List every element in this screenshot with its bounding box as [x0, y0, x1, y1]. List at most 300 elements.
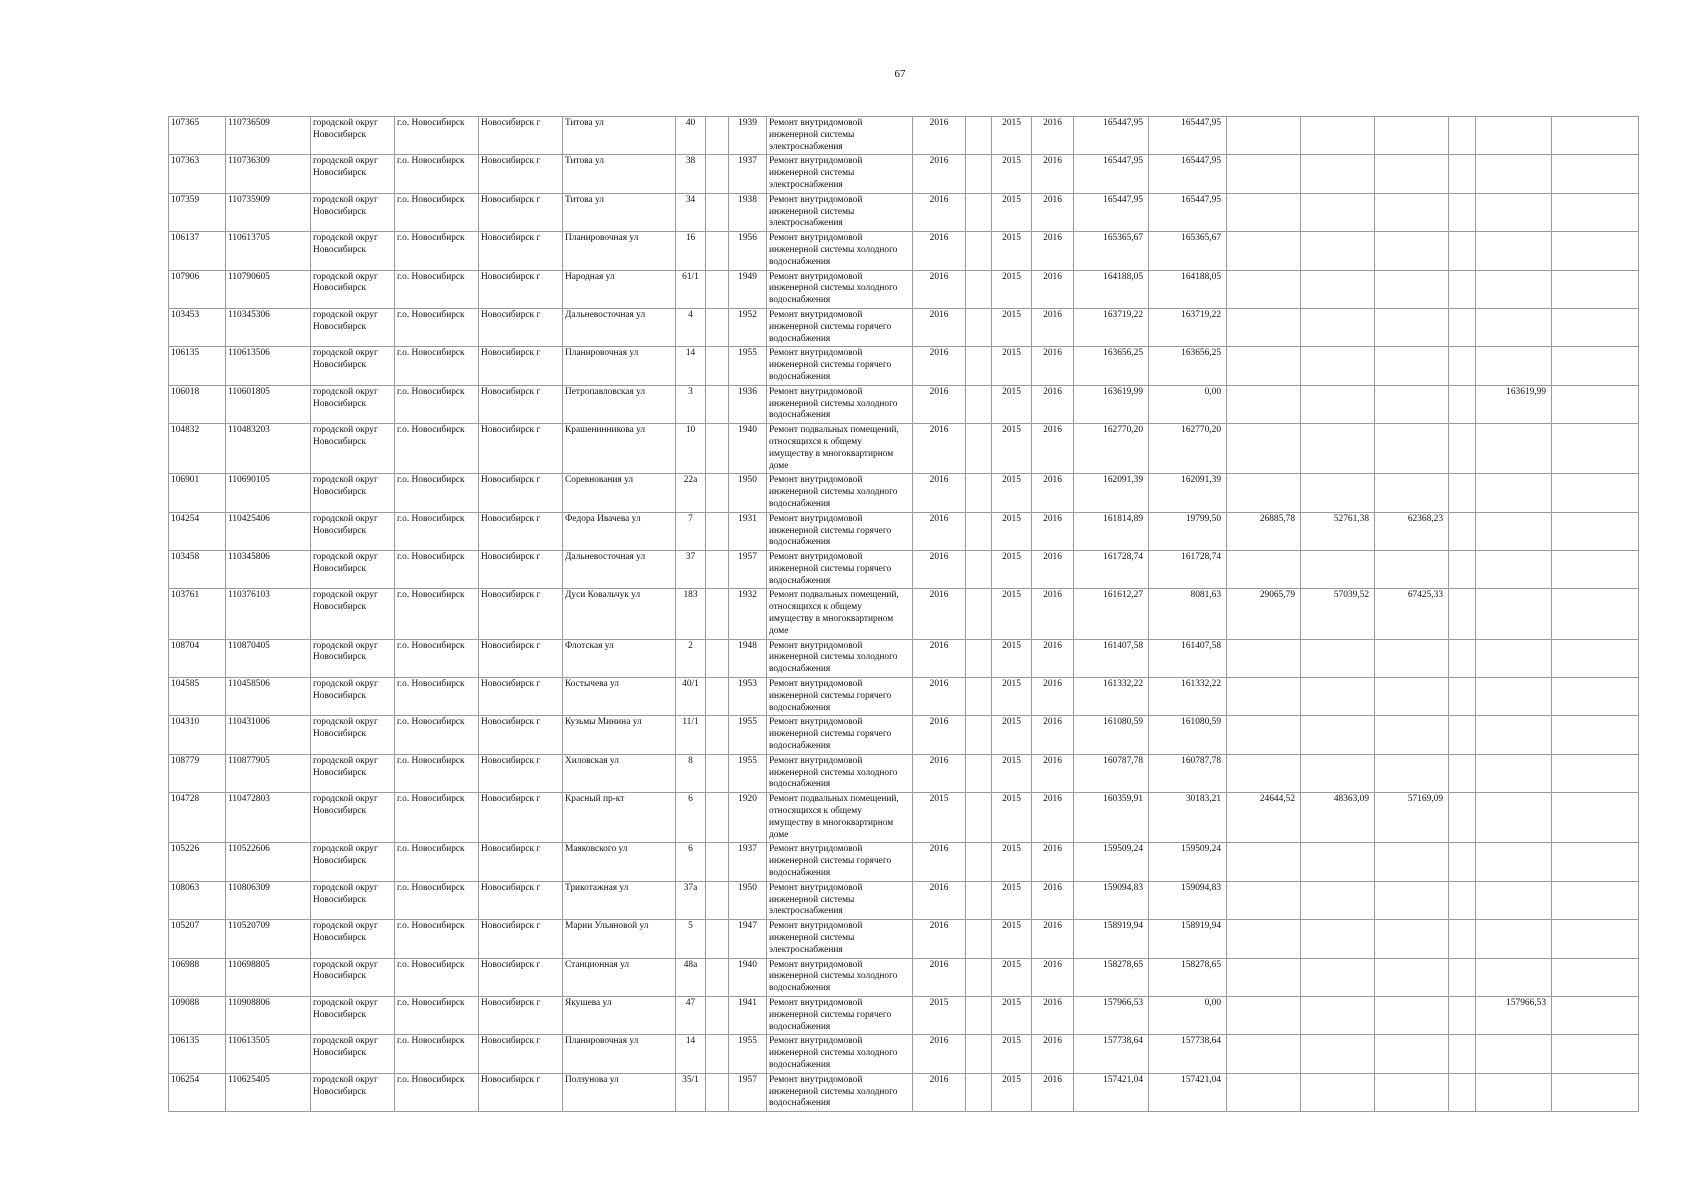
cell-cost-budget-1: 26885,78 — [1227, 512, 1301, 550]
cell-end-year: 2016 — [1032, 589, 1074, 639]
cell-cost-budget-2 — [1301, 385, 1375, 423]
cell-end-year: 2016 — [1032, 347, 1074, 385]
table-row — [169, 551, 1639, 589]
cell-work-type: Ремонт внутридомовой инженерной системы электроснабжения — [767, 155, 913, 193]
cell-year-built: 1950 — [729, 881, 767, 919]
cell-cost-fund: 30183,21 — [1149, 793, 1227, 843]
cell-cost-owners — [1476, 308, 1552, 346]
cell-cost-fund: 163719,22 — [1149, 308, 1227, 346]
cell-total-cost: 161332,22 — [1074, 678, 1149, 716]
cell-plan-year: 2016 — [913, 308, 966, 346]
cell-cost-budget-3 — [1375, 958, 1449, 996]
cell-cost-budget-2 — [1301, 639, 1375, 677]
cell-plan-year: 2016 — [913, 639, 966, 677]
cell-year-built: 1947 — [729, 920, 767, 958]
cell-col-22 — [1552, 793, 1639, 843]
cell-settlement: Новосибирск г — [479, 881, 563, 919]
cell-building — [706, 678, 729, 716]
cell-house-id: 110376103 — [226, 589, 311, 639]
cell-year-built: 1920 — [729, 793, 767, 843]
cell-total-cost: 160787,78 — [1074, 754, 1149, 792]
cell-municipal-district: г.о. Новосибирск — [395, 385, 479, 423]
cell-building — [706, 117, 729, 155]
cell-building — [706, 385, 729, 423]
cell-col-12 — [966, 270, 992, 308]
cell-col-12 — [966, 117, 992, 155]
cell-municipality: городской округ Новосибирск — [311, 754, 395, 792]
cell-municipal-district: г.о. Новосибирск — [395, 958, 479, 996]
cell-col-22 — [1552, 843, 1639, 881]
cell-house-id: 110877905 — [226, 754, 311, 792]
cell-settlement: Новосибирск г — [479, 1035, 563, 1073]
cell-start-year: 2015 — [992, 155, 1032, 193]
cell-year-built: 1956 — [729, 232, 767, 270]
table-row — [169, 232, 1639, 270]
cell-cost-owners — [1476, 474, 1552, 512]
cell-building — [706, 1073, 729, 1111]
cell-cost-owners — [1476, 117, 1552, 155]
cell-start-year: 2015 — [992, 512, 1032, 550]
cell-building — [706, 270, 729, 308]
cell-plan-year: 2016 — [913, 1035, 966, 1073]
cell-cost-budget-2: 57039,52 — [1301, 589, 1375, 639]
cell-col-20 — [1449, 716, 1476, 754]
cell-house-number: 61/1 — [676, 270, 706, 308]
cell-total-cost: 161080,59 — [1074, 716, 1149, 754]
cell-fias-code: 107359 — [169, 193, 226, 231]
cell-house-number: 14 — [676, 1035, 706, 1073]
cell-start-year: 2015 — [992, 1073, 1032, 1111]
cell-settlement: Новосибирск г — [479, 193, 563, 231]
cell-col-12 — [966, 193, 992, 231]
cell-municipality: городской округ Новосибирск — [311, 639, 395, 677]
cell-settlement: Новосибирск г — [479, 754, 563, 792]
cell-col-20 — [1449, 385, 1476, 423]
cell-start-year: 2015 — [992, 117, 1032, 155]
cell-house-id: 110806309 — [226, 881, 311, 919]
cell-settlement: Новосибирск г — [479, 232, 563, 270]
cell-cost-budget-1 — [1227, 996, 1301, 1034]
cell-cost-owners — [1476, 193, 1552, 231]
cell-fias-code: 103453 — [169, 308, 226, 346]
cell-cost-budget-2 — [1301, 716, 1375, 754]
cell-settlement: Новосибирск г — [479, 308, 563, 346]
cell-municipality: городской округ Новосибирск — [311, 551, 395, 589]
cell-municipality: городской округ Новосибирск — [311, 996, 395, 1034]
cell-col-12 — [966, 385, 992, 423]
cell-cost-budget-1 — [1227, 117, 1301, 155]
cell-fias-code: 107363 — [169, 155, 226, 193]
cell-house-number: 183 — [676, 589, 706, 639]
cell-start-year: 2015 — [992, 881, 1032, 919]
cell-col-20 — [1449, 308, 1476, 346]
cell-plan-year: 2016 — [913, 958, 966, 996]
cell-col-12 — [966, 881, 992, 919]
cell-year-built: 1940 — [729, 424, 767, 474]
cell-plan-year: 2016 — [913, 589, 966, 639]
cell-cost-owners — [1476, 155, 1552, 193]
table-row — [169, 474, 1639, 512]
cell-work-type: Ремонт внутридомовой инженерной системы холодного водоснабжения — [767, 232, 913, 270]
cell-col-20 — [1449, 881, 1476, 919]
cell-settlement: Новосибирск г — [479, 678, 563, 716]
cell-col-12 — [966, 1073, 992, 1111]
cell-settlement: Новосибирск г — [479, 270, 563, 308]
cell-work-type: Ремонт внутридомовой инженерной системы холодного водоснабжения — [767, 639, 913, 677]
cell-municipality: городской округ Новосибирск — [311, 193, 395, 231]
cell-settlement: Новосибирск г — [479, 424, 563, 474]
cell-fias-code: 106135 — [169, 1035, 226, 1073]
cell-cost-budget-3 — [1375, 678, 1449, 716]
cell-cost-owners — [1476, 881, 1552, 919]
cell-municipality: городской округ Новосибирск — [311, 1035, 395, 1073]
cell-end-year: 2016 — [1032, 232, 1074, 270]
cell-municipality: городской округ Новосибирск — [311, 678, 395, 716]
cell-cost-budget-3 — [1375, 754, 1449, 792]
cell-house-id: 110345306 — [226, 308, 311, 346]
cell-settlement: Новосибирск г — [479, 843, 563, 881]
cell-col-12 — [966, 308, 992, 346]
cell-cost-budget-2 — [1301, 551, 1375, 589]
cell-cost-budget-1 — [1227, 716, 1301, 754]
cell-work-type: Ремонт внутридомовой инженерной системы холодного водоснабжения — [767, 385, 913, 423]
table-row — [169, 996, 1639, 1034]
cell-cost-fund: 165447,95 — [1149, 193, 1227, 231]
table-row — [169, 920, 1639, 958]
cell-settlement: Новосибирск г — [479, 639, 563, 677]
cell-municipality: городской округ Новосибирск — [311, 424, 395, 474]
cell-col-22 — [1552, 551, 1639, 589]
cell-house-id: 110483203 — [226, 424, 311, 474]
cell-municipal-district: г.о. Новосибирск — [395, 1073, 479, 1111]
table-row — [169, 793, 1639, 843]
cell-cost-budget-2 — [1301, 881, 1375, 919]
cell-col-22 — [1552, 996, 1639, 1034]
cell-cost-budget-1 — [1227, 754, 1301, 792]
table-row — [169, 193, 1639, 231]
cell-municipality: городской округ Новосибирск — [311, 589, 395, 639]
cell-fias-code: 106137 — [169, 232, 226, 270]
cell-total-cost: 161407,58 — [1074, 639, 1149, 677]
cell-municipality: городской округ Новосибирск — [311, 270, 395, 308]
cell-col-22 — [1552, 920, 1639, 958]
cell-cost-fund: 161728,74 — [1149, 551, 1227, 589]
table-row — [169, 155, 1639, 193]
cell-cost-budget-3 — [1375, 385, 1449, 423]
cell-plan-year: 2016 — [913, 551, 966, 589]
cell-start-year: 2015 — [992, 551, 1032, 589]
cell-house-id: 110613705 — [226, 232, 311, 270]
cell-cost-budget-1: 29065,79 — [1227, 589, 1301, 639]
cell-cost-budget-3 — [1375, 232, 1449, 270]
cell-year-built: 1932 — [729, 589, 767, 639]
cell-cost-budget-2 — [1301, 958, 1375, 996]
cell-col-20 — [1449, 1035, 1476, 1073]
cell-cost-budget-3 — [1375, 347, 1449, 385]
cell-col-22 — [1552, 1073, 1639, 1111]
cell-col-22 — [1552, 881, 1639, 919]
cell-fias-code: 104254 — [169, 512, 226, 550]
cell-cost-budget-3 — [1375, 843, 1449, 881]
cell-col-22 — [1552, 639, 1639, 677]
cell-cost-fund: 158278,65 — [1149, 958, 1227, 996]
cell-plan-year: 2016 — [913, 347, 966, 385]
cell-municipal-district: г.о. Новосибирск — [395, 347, 479, 385]
cell-start-year: 2015 — [992, 920, 1032, 958]
cell-fias-code: 103761 — [169, 589, 226, 639]
cell-house-number: 47 — [676, 996, 706, 1034]
cell-start-year: 2015 — [992, 385, 1032, 423]
cell-cost-budget-1 — [1227, 639, 1301, 677]
cell-total-cost: 163619,99 — [1074, 385, 1149, 423]
cell-col-12 — [966, 512, 992, 550]
cell-building — [706, 996, 729, 1034]
cell-col-22 — [1552, 308, 1639, 346]
cell-settlement: Новосибирск г — [479, 996, 563, 1034]
cell-work-type: Ремонт подвальных помещений, относящихся к общему имуществу в многоквартирном доме — [767, 793, 913, 843]
cell-end-year: 2016 — [1032, 385, 1074, 423]
cell-total-cost: 159094,83 — [1074, 881, 1149, 919]
cell-house-id: 110601805 — [226, 385, 311, 423]
cell-house-number: 14 — [676, 347, 706, 385]
cell-plan-year: 2016 — [913, 193, 966, 231]
cell-municipal-district: г.о. Новосибирск — [395, 678, 479, 716]
cell-cost-budget-3 — [1375, 308, 1449, 346]
cell-cost-owners — [1476, 270, 1552, 308]
cell-end-year: 2016 — [1032, 716, 1074, 754]
cell-street: Соревнования ул — [563, 474, 676, 512]
table-row — [169, 270, 1639, 308]
cell-street: Планировочная ул — [563, 1035, 676, 1073]
table-row — [169, 1073, 1639, 1111]
cell-cost-budget-3 — [1375, 1035, 1449, 1073]
cell-plan-year: 2016 — [913, 474, 966, 512]
cell-start-year: 2015 — [992, 716, 1032, 754]
cell-municipality: городской округ Новосибирск — [311, 155, 395, 193]
cell-settlement: Новосибирск г — [479, 958, 563, 996]
cell-cost-budget-2 — [1301, 1073, 1375, 1111]
cell-cost-fund: 164188,05 — [1149, 270, 1227, 308]
cell-street: Флотская ул — [563, 639, 676, 677]
cell-house-number: 11/1 — [676, 716, 706, 754]
cell-house-number: 35/1 — [676, 1073, 706, 1111]
cell-work-type: Ремонт внутридомовой инженерной системы холодного водоснабжения — [767, 1073, 913, 1111]
cell-municipal-district: г.о. Новосибирск — [395, 117, 479, 155]
cell-work-type: Ремонт внутридомовой инженерной системы холодного водоснабжения — [767, 270, 913, 308]
cell-col-20 — [1449, 589, 1476, 639]
cell-street: Планировочная ул — [563, 347, 676, 385]
cell-house-number: 3 — [676, 385, 706, 423]
cell-cost-owners: 157966,53 — [1476, 996, 1552, 1034]
cell-cost-budget-1 — [1227, 424, 1301, 474]
cell-col-12 — [966, 843, 992, 881]
table-row — [169, 716, 1639, 754]
cell-fias-code: 103458 — [169, 551, 226, 589]
cell-year-built: 1937 — [729, 155, 767, 193]
cell-col-20 — [1449, 155, 1476, 193]
cell-col-22 — [1552, 754, 1639, 792]
cell-col-22 — [1552, 678, 1639, 716]
cell-settlement: Новосибирск г — [479, 920, 563, 958]
cell-house-id: 110736309 — [226, 155, 311, 193]
cell-building — [706, 843, 729, 881]
cell-work-type: Ремонт внутридомовой инженерной системы электроснабжения — [767, 117, 913, 155]
cell-work-type: Ремонт внутридомовой инженерной системы холодного водоснабжения — [767, 1035, 913, 1073]
cell-year-built: 1950 — [729, 474, 767, 512]
cell-cost-owners — [1476, 347, 1552, 385]
cell-work-type: Ремонт внутридомовой инженерной системы электроснабжения — [767, 920, 913, 958]
cell-col-12 — [966, 232, 992, 270]
cell-cost-budget-1 — [1227, 155, 1301, 193]
cell-municipality: городской округ Новосибирск — [311, 308, 395, 346]
cell-cost-budget-1 — [1227, 474, 1301, 512]
cell-house-id: 110458506 — [226, 678, 311, 716]
cell-total-cost: 158278,65 — [1074, 958, 1149, 996]
cell-end-year: 2016 — [1032, 308, 1074, 346]
cell-work-type: Ремонт внутридомовой инженерной системы холодного водоснабжения — [767, 958, 913, 996]
cell-col-20 — [1449, 232, 1476, 270]
cell-end-year: 2016 — [1032, 117, 1074, 155]
cell-house-id: 110625405 — [226, 1073, 311, 1111]
cell-col-20 — [1449, 193, 1476, 231]
cell-settlement: Новосибирск г — [479, 512, 563, 550]
cell-municipality: городской округ Новосибирск — [311, 1073, 395, 1111]
cell-building — [706, 424, 729, 474]
table-row — [169, 1035, 1639, 1073]
cell-street: Дальневосточная ул — [563, 551, 676, 589]
cell-col-22 — [1552, 958, 1639, 996]
cell-year-built: 1949 — [729, 270, 767, 308]
cell-fias-code: 106988 — [169, 958, 226, 996]
cell-cost-owners: 163619,99 — [1476, 385, 1552, 423]
cell-end-year: 2016 — [1032, 754, 1074, 792]
cell-col-20 — [1449, 1073, 1476, 1111]
cell-street: Трикотажная ул — [563, 881, 676, 919]
cell-house-number: 22а — [676, 474, 706, 512]
cell-start-year: 2015 — [992, 958, 1032, 996]
cell-year-built: 1957 — [729, 551, 767, 589]
cell-house-number: 40 — [676, 117, 706, 155]
cell-col-12 — [966, 678, 992, 716]
cell-cost-fund: 161080,59 — [1149, 716, 1227, 754]
cell-house-id: 110431006 — [226, 716, 311, 754]
cell-end-year: 2016 — [1032, 881, 1074, 919]
cell-cost-budget-3: 67425,33 — [1375, 589, 1449, 639]
cell-building — [706, 793, 729, 843]
cell-total-cost: 157966,53 — [1074, 996, 1149, 1034]
cell-col-22 — [1552, 193, 1639, 231]
cell-municipal-district: г.о. Новосибирск — [395, 308, 479, 346]
cell-end-year: 2016 — [1032, 512, 1074, 550]
cell-house-number: 10 — [676, 424, 706, 474]
cell-municipal-district: г.о. Новосибирск — [395, 639, 479, 677]
cell-cost-owners — [1476, 793, 1552, 843]
cell-work-type: Ремонт внутридомовой инженерной системы электроснабжения — [767, 881, 913, 919]
cell-fias-code: 105226 — [169, 843, 226, 881]
cell-cost-budget-1 — [1227, 308, 1301, 346]
cell-building — [706, 193, 729, 231]
cell-start-year: 2015 — [992, 843, 1032, 881]
cell-municipality: городской округ Новосибирск — [311, 716, 395, 754]
cell-plan-year: 2016 — [913, 512, 966, 550]
cell-house-id: 110790605 — [226, 270, 311, 308]
cell-col-12 — [966, 474, 992, 512]
cell-cost-budget-3 — [1375, 881, 1449, 919]
cell-building — [706, 347, 729, 385]
cell-col-20 — [1449, 474, 1476, 512]
cell-total-cost: 165365,67 — [1074, 232, 1149, 270]
cell-cost-fund: 162770,20 — [1149, 424, 1227, 474]
cell-cost-budget-1 — [1227, 843, 1301, 881]
cell-plan-year: 2016 — [913, 754, 966, 792]
cell-street: Станционная ул — [563, 958, 676, 996]
cell-building — [706, 155, 729, 193]
cell-fias-code: 106018 — [169, 385, 226, 423]
cell-house-number: 34 — [676, 193, 706, 231]
cell-plan-year: 2016 — [913, 920, 966, 958]
cell-start-year: 2015 — [992, 193, 1032, 231]
cell-plan-year: 2016 — [913, 385, 966, 423]
cell-cost-budget-1 — [1227, 385, 1301, 423]
cell-year-built: 1939 — [729, 117, 767, 155]
cell-cost-owners — [1476, 232, 1552, 270]
cell-cost-owners — [1476, 551, 1552, 589]
table-row — [169, 639, 1639, 677]
cell-cost-budget-2: 48363,09 — [1301, 793, 1375, 843]
cell-cost-budget-2 — [1301, 117, 1375, 155]
table-row — [169, 424, 1639, 474]
cell-work-type: Ремонт подвальных помещений, относящихся к общему имуществу в многоквартирном доме — [767, 424, 913, 474]
cell-house-id: 110345806 — [226, 551, 311, 589]
cell-fias-code: 104310 — [169, 716, 226, 754]
cell-total-cost: 160359,91 — [1074, 793, 1149, 843]
cell-work-type: Ремонт внутридомовой инженерной системы горячего водоснабжения — [767, 308, 913, 346]
cell-cost-budget-2: 52761,38 — [1301, 512, 1375, 550]
cell-settlement: Новосибирск г — [479, 1073, 563, 1111]
cell-cost-fund: 0,00 — [1149, 996, 1227, 1034]
capital-repair-table — [168, 116, 1639, 1112]
cell-total-cost: 165447,95 — [1074, 155, 1149, 193]
cell-col-20 — [1449, 347, 1476, 385]
cell-cost-budget-3 — [1375, 474, 1449, 512]
cell-year-built: 1955 — [729, 716, 767, 754]
cell-cost-budget-3 — [1375, 155, 1449, 193]
cell-start-year: 2015 — [992, 996, 1032, 1034]
cell-settlement: Новосибирск г — [479, 117, 563, 155]
cell-cost-owners — [1476, 958, 1552, 996]
cell-plan-year: 2016 — [913, 843, 966, 881]
cell-plan-year: 2015 — [913, 793, 966, 843]
cell-cost-budget-3: 62368,23 — [1375, 512, 1449, 550]
cell-cost-fund: 159509,24 — [1149, 843, 1227, 881]
cell-cost-budget-1 — [1227, 881, 1301, 919]
cell-cost-budget-2 — [1301, 347, 1375, 385]
cell-municipal-district: г.о. Новосибирск — [395, 716, 479, 754]
cell-building — [706, 1035, 729, 1073]
cell-house-number: 6 — [676, 843, 706, 881]
cell-cost-budget-3: 57169,09 — [1375, 793, 1449, 843]
cell-settlement: Новосибирск г — [479, 474, 563, 512]
cell-cost-budget-2 — [1301, 996, 1375, 1034]
cell-cost-budget-1 — [1227, 920, 1301, 958]
cell-col-22 — [1552, 589, 1639, 639]
cell-end-year: 2016 — [1032, 270, 1074, 308]
cell-col-12 — [966, 996, 992, 1034]
cell-settlement: Новосибирск г — [479, 155, 563, 193]
cell-cost-owners — [1476, 512, 1552, 550]
table-row — [169, 589, 1639, 639]
cell-cost-budget-3 — [1375, 996, 1449, 1034]
